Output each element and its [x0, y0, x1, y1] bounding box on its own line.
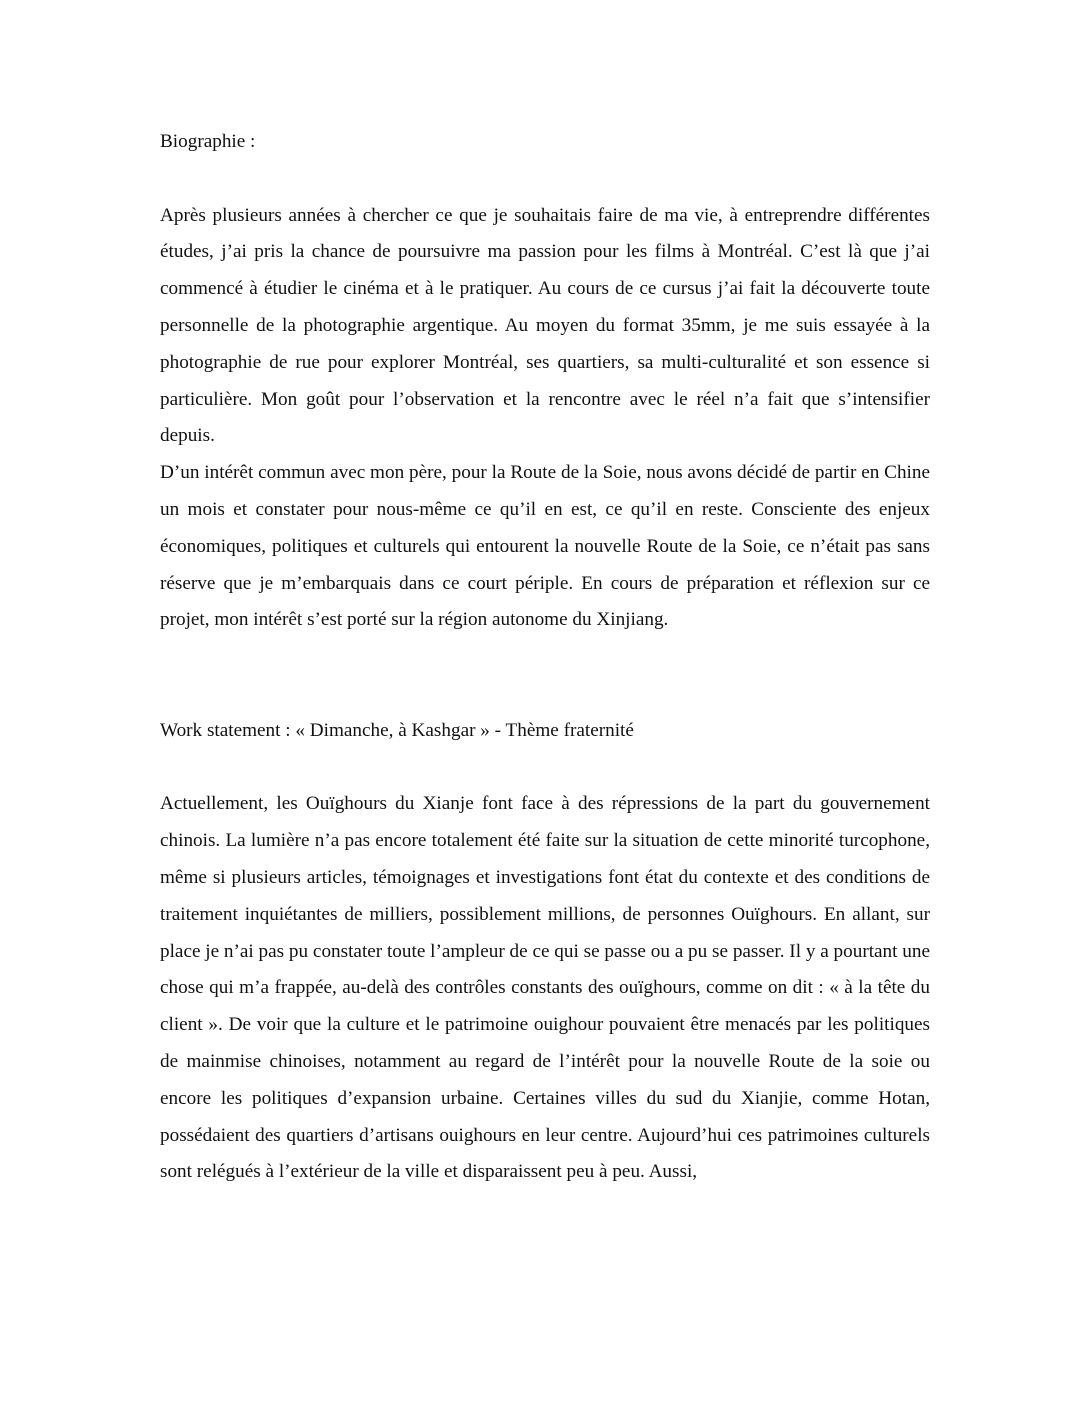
work-statement-paragraph: Actuellement, les Ouïghours du Xianje font face à des répressions de la part du gouvernement chinois. La lumière n’a pas encore totalement été faite sur la situation de cette minorité turcophone, même si plusieurs articles, témoignages et investigations font état du contexte et des conditions de traitement inquiétantes de milliers, possiblement millions, de personnes Ouïghours. En allant, sur place je n’ai pas pu constater toute l’ampleur de ce qui se passe ou a pu se passer. Il y a pourtant une chose qui m’a frappée, au-delà des contrôles constants des ouïghours, comme on dit : « à la tête du client ». De voir que la culture et le patrimoine ouighour pouvaient être menacés par les politiques de mainmise chinoises, notamment au regard de l’intérêt pour la nouvelle Route de la soie ou encore les politiques d’expansion urbaine. Certaines villes du sud du Xianjie, comme Hotan, possédaient des quartiers d’artisans ouighours en leur centre. Aujourd’hui ces patrimoines culturels sont relégués à l’extérieur de la ville et disparaissent peu à peu. Aussi,	[160, 793, 930, 1183]
spacer	[160, 750, 930, 787]
biography-heading: Biographie :	[160, 131, 256, 152]
biography-paragraph-1: Après plusieurs années à chercher ce que je souhaitais faire de ma vie, à entreprendre différentes études, j’ai pris la chance de poursuivre ma passion pour les films à Montréal. C’est là que j’ai commencé à étudier le cinéma et à le pratiquer. Au cours de ce cursus j’ai fait la découverte toute personnelle de la photographie argentique. Au moyen du format 35mm, je me suis essayée à la photographie de rue pour explorer Montréal, ses quartiers, sa multi-culturalité et son essence si particulière. Mon goût pour l’observation et la rencontre avec le réel n’a fait que s’intensifier depuis.	[160, 204, 930, 447]
biography-paragraph-2: D’un intérêt commun avec mon père, pour la Route de la Soie, nous avons décidé de partir en Chine un mois et constater pour nous-même ce qu’il en est, ce qu’il en reste. Consciente des enjeux économiques, politiques et culturels qui entourent la nouvelle Route de la Soie, ce n’était pas sans réserve que je m’embarquais dans ce court périple. En cours de préparation et réflexion sur ce projet, mon intérêt s’est porté sur la région autonome du Xinjiang.	[160, 462, 930, 631]
spacer	[160, 639, 930, 713]
document-page	[160, 124, 930, 1191]
spacer	[160, 161, 930, 198]
work-statement-heading: Work statement : « Dimanche, à Kashgar » - Thème fraternité	[160, 719, 634, 741]
